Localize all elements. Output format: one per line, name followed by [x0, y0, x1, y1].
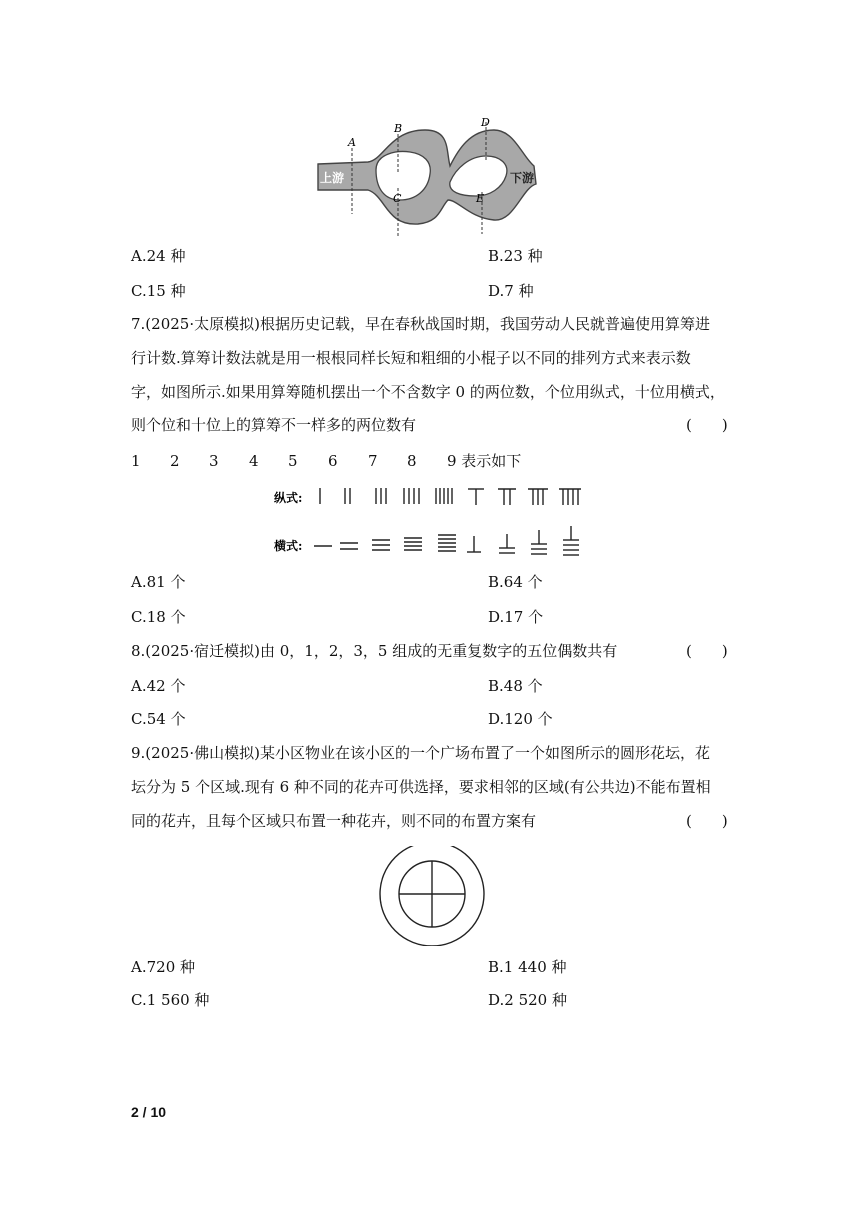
flower-bed-figure	[375, 846, 489, 946]
q7-digit-6: 6	[328, 452, 338, 470]
rod-vertical-3	[376, 488, 386, 504]
q7-line-2: 行计数.算筹计数法就是用一根根同样长短和粗细的小棍子以不同的排列方式来表示数	[131, 349, 691, 367]
q9-line-3: 同的花卉，且每个区域只布置一种花卉，则不同的布置方案有	[131, 812, 537, 830]
label-a: A	[348, 136, 356, 149]
rod-vertical-4	[404, 488, 419, 504]
q7-digit-3: 3	[209, 452, 219, 470]
q9-answer-paren: ( )	[686, 812, 728, 830]
label-c: C	[393, 192, 402, 205]
q7-digit-5: 5	[288, 452, 298, 470]
rod-vertical-2	[345, 488, 350, 504]
q7-option-a: A.81 个	[131, 573, 186, 591]
rod-vertical-9	[559, 489, 581, 505]
rod-horizontal-3	[372, 540, 390, 550]
rod-horizontal-5	[438, 535, 456, 551]
q7-option-c: C.18 个	[131, 608, 186, 626]
rod-horizontal-8	[531, 530, 547, 554]
q8-text: 8.(2025·宿迁模拟)由 0，1，2，3，5 组成的无重复数字的五位偶数共有	[131, 642, 618, 660]
counting-rods-figure	[270, 480, 590, 565]
upstream-label: 上游	[320, 171, 345, 185]
vertical-form-label: 纵式:	[274, 491, 303, 505]
q7-option-d: D.17 个	[488, 608, 544, 626]
rod-horizontal-6	[467, 536, 481, 552]
q7-digits-tail: 9 表示如下	[447, 452, 522, 470]
q7-line-1: 7.(2025·太原模拟)根据历史记载，早在春秋战国时期，我国劳动人民就普遍使用算筹进	[131, 315, 710, 333]
rod-vertical-5	[436, 488, 452, 504]
downstream-label: 下游	[510, 171, 535, 185]
label-e: E	[476, 192, 485, 205]
q7-digit-7: 7	[368, 452, 378, 470]
rod-vertical-8	[528, 489, 548, 505]
q6-option-a: A.24 种	[131, 247, 186, 265]
horizontal-form-label: 横式:	[274, 539, 303, 553]
river-figure	[300, 110, 550, 240]
q6-option-c: C.15 种	[131, 282, 186, 300]
q9-option-b: B.1 440 种	[488, 958, 567, 976]
rod-vertical-6	[468, 489, 484, 505]
q9-option-d: D.2 520 种	[488, 991, 567, 1009]
label-d: D	[481, 116, 490, 129]
q7-digit-4: 4	[249, 452, 259, 470]
q7-option-b: B.64 个	[488, 573, 543, 591]
rod-horizontal-2	[340, 543, 358, 549]
q7-digit-8: 8	[407, 452, 417, 470]
rod-vertical-7	[498, 489, 516, 505]
q9-option-a: A.720 种	[131, 958, 195, 976]
page-number: 2 / 10	[131, 1104, 167, 1120]
q7-digit-1: 1	[131, 452, 141, 470]
q9-line-1: 9.(2025·佛山模拟)某小区物业在该小区的一个广场布置了一个如图所示的圆形花坛，花	[131, 744, 710, 762]
q7-digit-2: 2	[170, 452, 180, 470]
label-b: B	[394, 122, 403, 135]
q8-option-a: A.42 个	[131, 677, 186, 695]
q8-option-c: C.54 个	[131, 710, 186, 728]
q9-option-c: C.1 560 种	[131, 991, 210, 1009]
q6-option-d: D.7 种	[488, 282, 534, 300]
q8-answer-paren: ( )	[686, 642, 728, 660]
q7-line-3: 字，如图所示.如果用算筹随机摆出一个不含数字 0 的两位数，个位用纵式，十位用横式，	[131, 383, 725, 401]
q7-answer-paren: ( )	[686, 416, 728, 434]
rod-horizontal-9	[563, 526, 579, 555]
q8-option-d: D.120 个	[488, 710, 553, 728]
rod-horizontal-7	[499, 534, 515, 553]
q8-option-b: B.48 个	[488, 677, 543, 695]
rod-horizontal-4	[404, 538, 422, 550]
q6-option-b: B.23 种	[488, 247, 543, 265]
q9-line-2: 坛分为 5 个区域.现有 6 种不同的花卉可供选择，要求相邻的区域(有公共边)不能布置相	[131, 778, 711, 796]
q7-line-4: 则个位和十位上的算筹不一样多的两位数有	[131, 416, 417, 434]
